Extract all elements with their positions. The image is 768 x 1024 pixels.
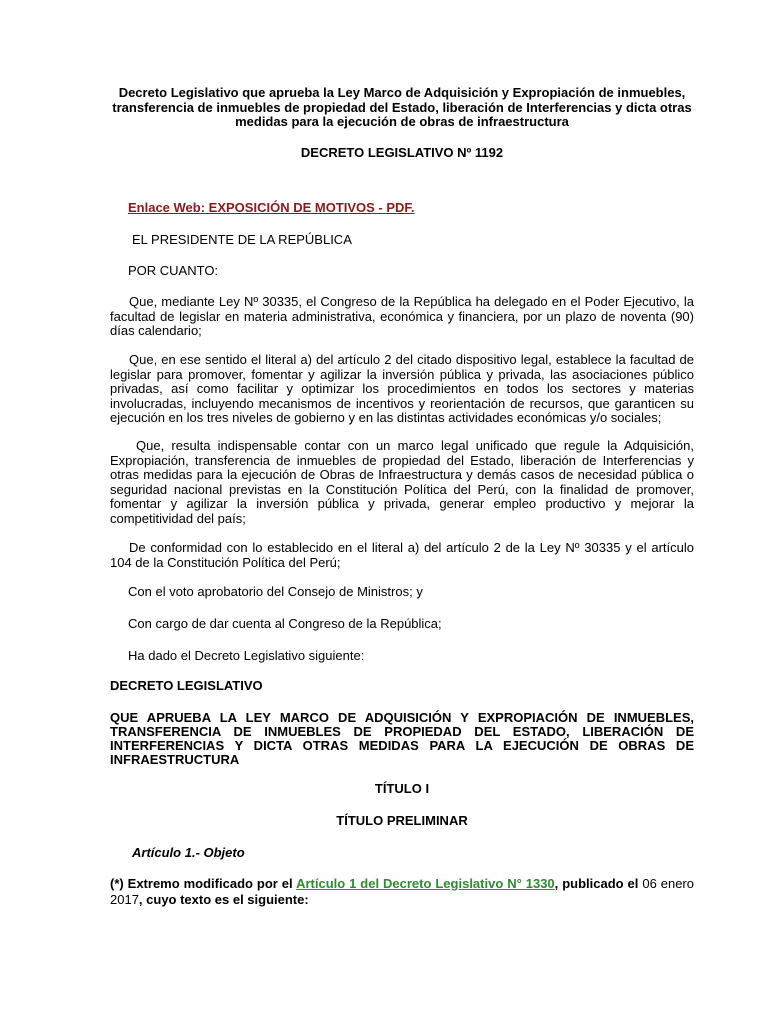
- decree-number: DECRETO LEGISLATIVO Nº 1192: [300, 145, 504, 160]
- note-date-part-1: 06 enero: [642, 876, 694, 891]
- exposicion-motivos-link[interactable]: Enlace Web: EXPOSICIÓN DE MOTIVOS - PDF.: [128, 200, 415, 215]
- decreto-1330-link[interactable]: Artículo 1 del Decreto Legislativo N° 1330: [296, 876, 555, 891]
- paragraph-1: [110, 295, 694, 339]
- president-line: EL PRESIDENTE DE LA REPÚBLICA: [132, 232, 352, 247]
- cargo-line: Con cargo de dar cuenta al Congreso de la República;: [128, 616, 442, 631]
- note-suffix: , cuyo texto es el siguiente:: [138, 892, 309, 907]
- paragraph-2-text: Que, en ese sentido el literal a) del artículo 2 del citado dispositivo legal, establece la facultad de legislar para promover, fomentar y agilizar la inversión pública y privada, las asociaciones público privadas, así como facilitar y optimizar los procedimientos en todos los sectores y materias involucradas, incluyendo mecanismos de incentivos y reorientación de recursos, que garanticen su ejecución en los tres niveles de gobierno y en las distintas actividades económicas y/o sociales;: [110, 352, 694, 425]
- paragraph-2: [110, 353, 694, 426]
- note-mid: , publicado el: [554, 876, 643, 891]
- paragraph-3-text: Que, resulta indispensable contar con un marco legal unificado que regule la Adquisición, Expropiación, transferencia de inmuebles de propiedad del Estado, liberación de Interferencias y otras medidas para la ejecución de Obras de Infraestructura y demás casos de necesidad pública o seguridad nacional previstas en la Constitución Política del Perú, con la finalidad de promover, fomentar y agilizar la inversión pública y privada, generar empleo productivo y mejorar la competitividad del país;: [110, 438, 694, 526]
- titulo-i: TÍTULO I: [374, 781, 430, 796]
- paragraph-3: [110, 439, 694, 526]
- ha-dado-line: Ha dado el Decreto Legislativo siguiente:: [128, 648, 365, 663]
- paragraph-4-text: De conformidad con lo establecido en el literal a) del artículo 2 de la Ley Nº 30335 y el artículo 104 de la Constitución Política del Perú;: [110, 540, 694, 570]
- decreto-label: DECRETO LEGISLATIVO: [110, 678, 263, 693]
- titulo-preliminar: TÍTULO PRELIMINAR: [336, 813, 468, 828]
- paragraph-4: [110, 541, 694, 570]
- decreto-title: QUE APRUEBA LA LEY MARCO DE ADQUISICIÓN Y EXPROPIACIÓN DE INMUEBLES, TRANSFERENCIA DE INMUEBLES DE PROPIEDAD DEL ESTADO, LIBERACIÓN DE INTERFERENCIAS Y DICTA OTRAS MEDIDAS PARA LA EJECUCIÓN DE OBRAS DE INFRAESTRUCTURA: [110, 710, 694, 767]
- por-cuanto: POR CUANTO:: [128, 263, 219, 278]
- web-link-line: [128, 201, 528, 216]
- document-heading: Decreto Legislativo que aprueba la Ley Marco de Adquisición y Expropiación de inmuebles, transferencia de inmuebles de propiedad del Estado, liberación de Interferencias y dicta otras medidas para la ejecución de obras de infraestructura: [112, 85, 692, 129]
- note-date-part-2: 2017: [110, 892, 139, 907]
- note-prefix: (*) Extremo modificado por el: [110, 876, 297, 891]
- modification-note: [110, 876, 694, 908]
- paragraph-1-text: Que, mediante Ley Nº 30335, el Congreso de la República ha delegado en el Poder Ejecutivo, la facultad de legislar en materia administrativa, económica y financiera, por un plazo de noventa (90) días calendario;: [110, 294, 694, 338]
- articulo-1-heading: Artículo 1.- Objeto: [132, 845, 245, 860]
- voto-line: Con el voto aprobatorio del Consejo de Ministros; y: [128, 584, 423, 599]
